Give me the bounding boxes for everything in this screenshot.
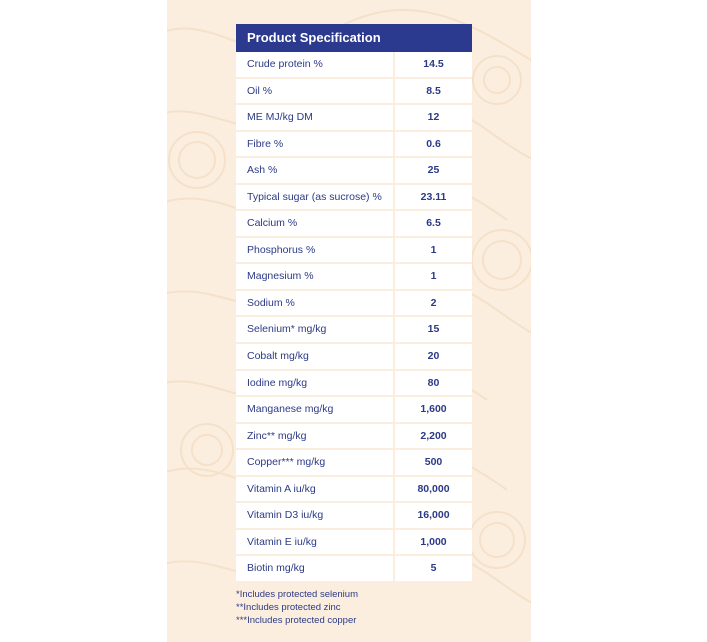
table-row bbox=[236, 105, 472, 130]
row-label: Zinc** mg/kg bbox=[236, 424, 393, 449]
row-value: 0.6 bbox=[395, 132, 472, 157]
row-label: Copper*** mg/kg bbox=[236, 450, 393, 475]
row-label: Vitamin D3 iu/kg bbox=[236, 503, 393, 528]
footnote: **Includes protected zinc bbox=[236, 602, 341, 613]
row-value: 8.5 bbox=[395, 79, 472, 104]
row-value: 5 bbox=[395, 556, 472, 581]
row-label: Calcium % bbox=[236, 211, 393, 236]
row-value: 20 bbox=[395, 344, 472, 369]
row-label: Vitamin E iu/kg bbox=[236, 530, 393, 555]
row-value: 500 bbox=[395, 450, 472, 475]
table-row bbox=[236, 79, 472, 104]
row-label: Crude protein % bbox=[236, 52, 393, 77]
row-label: ME MJ/kg DM bbox=[236, 105, 393, 130]
row-label: Manganese mg/kg bbox=[236, 397, 393, 422]
table-row bbox=[236, 185, 472, 210]
footnotes bbox=[236, 588, 358, 627]
table-row bbox=[236, 556, 472, 581]
row-value: 25 bbox=[395, 158, 472, 183]
row-value: 2 bbox=[395, 291, 472, 316]
row-label: Oil % bbox=[236, 79, 393, 104]
row-value: 1,600 bbox=[395, 397, 472, 422]
spec-panel bbox=[167, 0, 531, 642]
row-label: Fibre % bbox=[236, 132, 393, 157]
spec-table-body bbox=[236, 52, 472, 581]
table-row bbox=[236, 52, 472, 77]
row-label: Selenium* mg/kg bbox=[236, 317, 393, 342]
footnote: ***Includes protected copper bbox=[236, 615, 357, 626]
table-row bbox=[236, 344, 472, 369]
table-row bbox=[236, 132, 472, 157]
row-label: Sodium % bbox=[236, 291, 393, 316]
row-label: Biotin mg/kg bbox=[236, 556, 393, 581]
table-row bbox=[236, 317, 472, 342]
row-label: Magnesium % bbox=[236, 264, 393, 289]
row-value: 23.11 bbox=[395, 185, 472, 210]
row-label: Phosphorus % bbox=[236, 238, 393, 263]
row-label: Cobalt mg/kg bbox=[236, 344, 393, 369]
table-row bbox=[236, 503, 472, 528]
table-row bbox=[236, 211, 472, 236]
row-label: Typical sugar (as sucrose) % bbox=[236, 185, 393, 210]
table-row bbox=[236, 371, 472, 396]
table-row bbox=[236, 424, 472, 449]
row-value: 1 bbox=[395, 264, 472, 289]
row-value: 16,000 bbox=[395, 503, 472, 528]
row-label: Ash % bbox=[236, 158, 393, 183]
row-label: Vitamin A iu/kg bbox=[236, 477, 393, 502]
table-row bbox=[236, 477, 472, 502]
table-row bbox=[236, 530, 472, 555]
row-value: 2,200 bbox=[395, 424, 472, 449]
table-row bbox=[236, 264, 472, 289]
table-row bbox=[236, 397, 472, 422]
row-value: 80,000 bbox=[395, 477, 472, 502]
table-row bbox=[236, 291, 472, 316]
row-value: 14.5 bbox=[395, 52, 472, 77]
table-row bbox=[236, 238, 472, 263]
row-value: 80 bbox=[395, 371, 472, 396]
row-value: 15 bbox=[395, 317, 472, 342]
row-label: Iodine mg/kg bbox=[236, 371, 393, 396]
footnote: *Includes protected selenium bbox=[236, 589, 358, 600]
row-value: 1 bbox=[395, 238, 472, 263]
spec-table-header: Product Specification bbox=[236, 24, 472, 52]
table-row bbox=[236, 450, 472, 475]
row-value: 12 bbox=[395, 105, 472, 130]
spec-table bbox=[236, 24, 472, 581]
row-value: 1,000 bbox=[395, 530, 472, 555]
table-row bbox=[236, 158, 472, 183]
row-value: 6.5 bbox=[395, 211, 472, 236]
